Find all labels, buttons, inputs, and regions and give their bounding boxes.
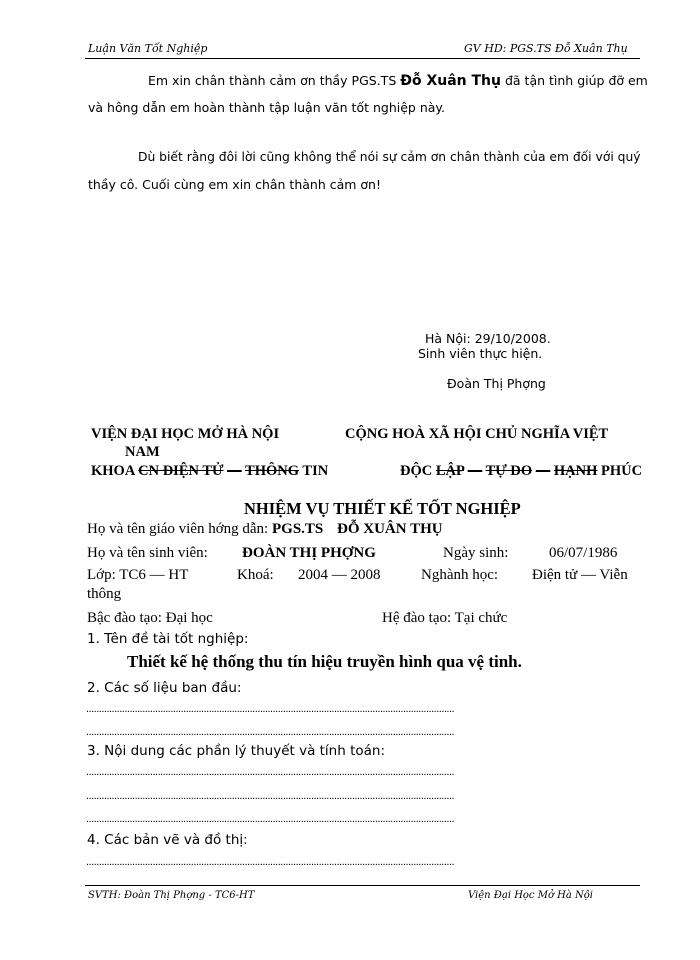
form-title: NHIỆM VỤ THIẾT KẾ TỐT NGHIỆP (244, 499, 521, 518)
ack-paragraph-1-line-2: và hông dẫn em hoàn thành tập luận văn tốt nghiệp này. (88, 100, 446, 115)
dotted-line: ................................................................................................................................................ (86, 790, 455, 802)
header-rule (85, 58, 640, 59)
motto-word-5: PHÚC (601, 463, 643, 479)
class-label: Lớp: TC6 — HT (87, 567, 189, 583)
dotted-line: ................................................................................................................................................ (86, 856, 455, 868)
signature-name: Đoàn Thị Phợng (447, 376, 546, 391)
ack-paragraph-2-line-2: thầy cô. Cuối cùng em xin chân thành cảm ơn! (88, 177, 381, 192)
teacher-label: Họ và tên giáo viên hớng dẫn: (87, 521, 269, 537)
section-3-heading: 3. Nội dung các phần lý thuyết và tính toán: (87, 743, 386, 759)
major-value: Điện tử — Viễn (532, 567, 628, 583)
faculty-dash: — (227, 463, 242, 479)
ack-p1-pre: Em xin chân thành cảm ơn thầy PGS.TS (148, 73, 397, 88)
footer-right: Viện Đại Học Mở Hà Nội (468, 890, 593, 901)
teacher-name: ĐỖ XUÂN THỤ (337, 521, 443, 537)
national-motto-line-2 (400, 463, 642, 480)
signature-date: Hà Nội: 29/10/2008. (425, 331, 551, 346)
motto-word-2: LẬP (435, 463, 465, 479)
header-left: Luận Văn Tốt Nghiệp (88, 42, 208, 55)
motto-word-1: ĐỘC (400, 463, 433, 479)
institution-name: VIỆN ĐẠI HỌC MỞ HÀ NỘI (91, 426, 280, 442)
national-motto-line-1: CỘNG HOÀ XÃ HỘI CHỦ NGHĨA VIỆT (345, 426, 609, 442)
faculty-word-4: TIN (302, 463, 329, 479)
section-1-heading: 1. Tên đề tài tốt nghiệp: (87, 631, 249, 647)
teacher-row (87, 521, 443, 538)
faculty-name (91, 463, 328, 480)
faculty-word-1: KHOA (91, 463, 135, 479)
level-value: Đại học (165, 610, 213, 626)
system-value: Tại chức (454, 610, 508, 626)
dotted-line: ................................................................................................................................................ (86, 813, 455, 825)
motto-word-4: HẠNH (553, 463, 598, 479)
national-motto-wrap: NAM (125, 444, 160, 460)
dotted-line: ................................................................................................................................................ (86, 703, 455, 715)
ack-paragraph-2-line-1: Dù biết rằng đôi lời cũng không thể nói sự cảm ơn chân thành của em đối với quý (138, 150, 641, 164)
major-label: Nghành học: (421, 567, 499, 583)
system-row (382, 610, 507, 627)
course-label: Khoá: (237, 567, 274, 583)
header-right: GV HD: PGS.TS Đỗ Xuân Thụ (464, 42, 628, 55)
ack-paragraph-1-line-1 (148, 73, 648, 89)
signature-role: Sinh viên thực hiện. (418, 346, 543, 361)
dob-label: Ngày sinh: (443, 545, 509, 561)
dob-value: 06/07/1986 (549, 545, 618, 561)
ack-advisor-name: Đỗ Xuân Thụ (400, 73, 501, 89)
motto-dash-1: — (467, 463, 483, 479)
section-2-heading: 2. Các số liệu ban đầu: (87, 680, 242, 696)
level-row (87, 610, 213, 627)
major-wrap: thông (87, 586, 122, 602)
dotted-line: ................................................................................................................................................ (86, 766, 455, 778)
thesis-title: Thiết kế hệ thống thu tín hiệu truyền hình qua vệ tinh. (127, 652, 522, 671)
ack-p1-post: đã tận tình giúp đỡ em (504, 73, 648, 88)
motto-dash-2: — (535, 463, 551, 479)
student-name: ĐOÀN THỊ PHỢNG (242, 545, 376, 561)
dotted-line: ................................................................................................................................................ (86, 726, 455, 738)
faculty-word-2: CN ĐIỆN TỬ (138, 463, 224, 479)
motto-word-3: TỰ DO (485, 463, 533, 479)
footer-rule (85, 885, 640, 886)
system-label: Hệ đào tạo: (382, 610, 452, 626)
footer-left: SVTH: Đoàn Thị Phợng - TC6-HT (88, 890, 255, 901)
section-4-heading: 4. Các bản vẽ và đồ thị: (87, 832, 248, 848)
teacher-title: PGS.TS (271, 521, 324, 537)
student-label: Họ và tên sinh viên: (87, 545, 208, 561)
level-label: Bậc đào tạo: (87, 610, 162, 626)
faculty-word-3: THÔNG (245, 463, 300, 479)
course-value: 2004 — 2008 (298, 567, 381, 583)
